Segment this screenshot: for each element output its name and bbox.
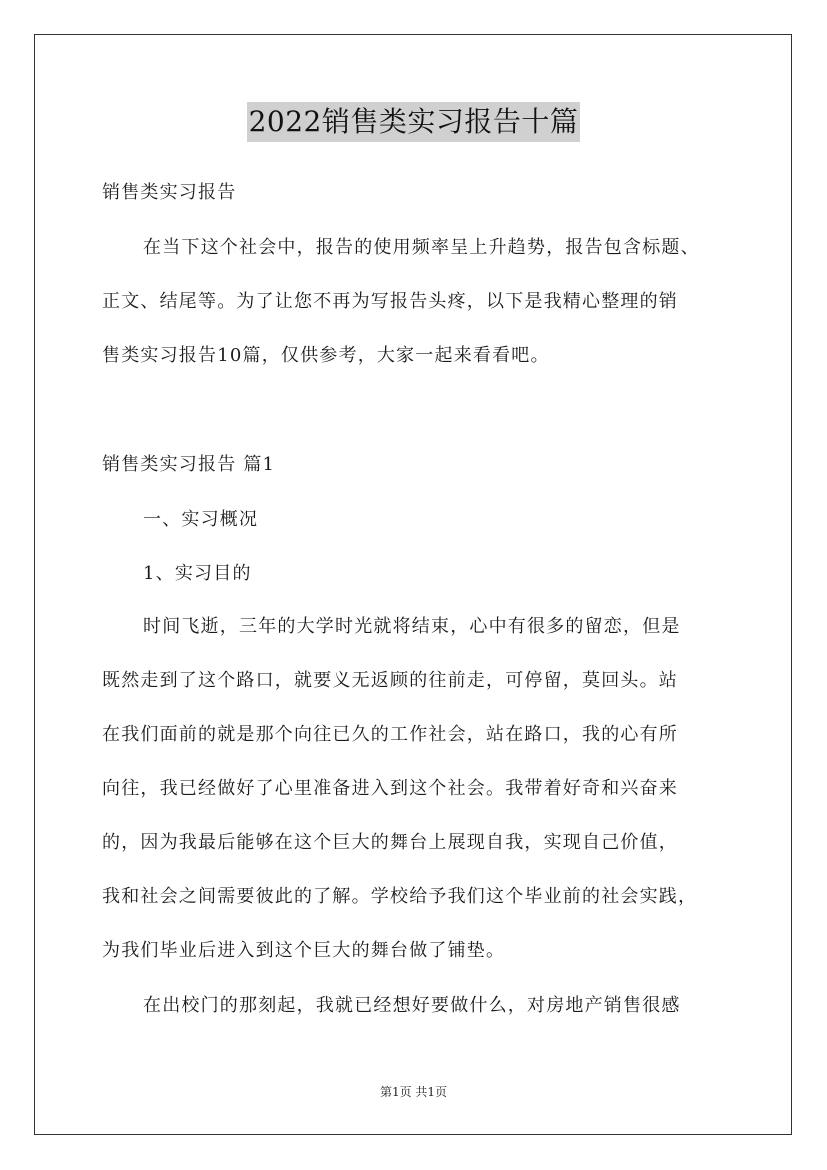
section-heading: 销售类实习报告 篇1	[102, 454, 276, 475]
paragraph-line: 为我们毕业后进入到这个巨大的舞台做了铺垫。	[102, 940, 506, 961]
subheading: 一、实习概况	[143, 509, 259, 530]
paragraph-line: 售类实习报告10篇，仅供参考，大家一起来看看吧。	[102, 345, 550, 366]
paragraph-line: 向往，我已经做好了心里准备进入到这个社会。我带着好奇和兴奋来	[102, 778, 678, 799]
paragraph-line: 在我们面前的就是那个向往已久的工作社会，站在路口，我的心有所	[102, 724, 678, 745]
paragraph-line: 的，因为我最后能够在这个巨大的舞台上展现自我，实现自己价值，	[102, 832, 678, 853]
paragraph-line: 在出校门的那刻起，我就已经想好要做什么，对房地产销售很感	[143, 995, 681, 1016]
paragraph-line: 我和社会之间需要彼此的了解。学校给予我们这个毕业前的社会实践，	[102, 886, 698, 907]
page-number: 第1页 共1页	[379, 1085, 448, 1099]
section-heading: 销售类实习报告	[102, 182, 237, 203]
paragraph-line: 在当下这个社会中，报告的使用频率呈上升趋势，报告包含标题、	[143, 237, 700, 258]
paragraph-line: 既然走到了这个路口，就要义无返顾的往前走，可停留，莫回头。站	[102, 670, 678, 691]
paragraph-line: 正文、结尾等。为了让您不再为写报告头疼，以下是我精心整理的销	[102, 291, 678, 312]
subheading: 1、实习目的	[143, 563, 252, 584]
document-title: 2022销售类实习报告十篇	[247, 102, 581, 142]
page-footer	[0, 1084, 827, 1100]
paragraph-line: 时间飞逝，三年的大学时光就将结束，心中有很多的留恋，但是	[143, 616, 681, 637]
title-container	[0, 102, 827, 142]
